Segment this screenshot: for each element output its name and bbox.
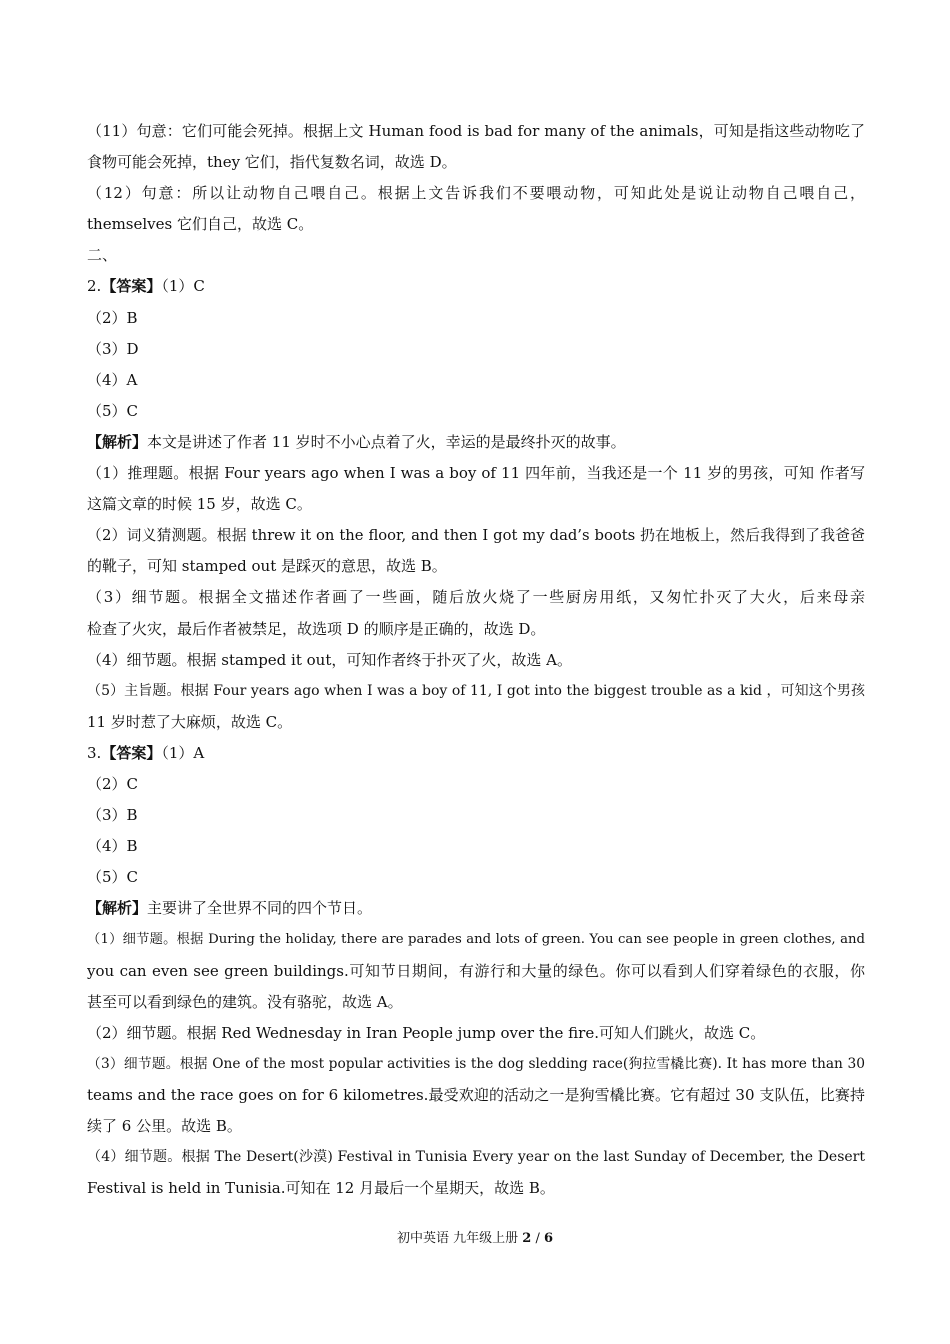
footer-page-total: 6 <box>543 1231 554 1246</box>
text-line <box>87 831 865 862</box>
text-line <box>87 1049 865 1080</box>
text-line <box>87 1173 865 1204</box>
text-line <box>87 800 865 831</box>
text-line <box>87 458 865 489</box>
section-marker: 【答案】 <box>101 743 162 762</box>
line-text: （1）C <box>161 277 205 296</box>
line-text: Festival is held in Tunisia.可知在 12 月最后一个星期天，故选 B。 <box>87 1179 555 1198</box>
line-text: （2）C <box>87 774 139 793</box>
line-text: 甚至可以看到绿色的建筑。没有骆驼，故选 A。 <box>87 992 403 1011</box>
line-text: （3）D <box>87 339 139 358</box>
text-line <box>87 396 865 427</box>
footer-page-number: 2 <box>522 1231 532 1246</box>
text-line <box>87 147 865 178</box>
line-text: 检查了火灾，最后作者被禁足，故选项 D 的顺序是正确的，故选 D。 <box>87 619 546 638</box>
footer-separator: / <box>535 1231 540 1246</box>
line-text: （1）细节题。根据 During the holiday, there are parades and lots of green. You can see people in green clothes, and <box>87 932 865 948</box>
text-line <box>87 178 865 209</box>
line-text: 续了 6 公里。故选 B。 <box>87 1117 242 1135</box>
line-text: （5）主旨题。根据 Four years ago when I was a boy of 11, I got into the biggest trouble as a kid ，可知这个男孩 <box>87 682 865 699</box>
text-line <box>87 1018 865 1049</box>
line-text: （4）细节题。根据 The Desert(沙漠) Festival in Tunisia Every year on the last Sunday of December, the Desert <box>87 1149 865 1166</box>
text-line <box>87 271 865 302</box>
line-text: （2）B <box>87 308 138 327</box>
text-line <box>87 676 865 707</box>
line-text: 11 岁时惹了大麻烦，故选 C。 <box>87 712 293 731</box>
text-line <box>87 116 865 147</box>
text-line <box>87 769 865 800</box>
line-text: 的靴子，可知 stamped out 是踩灭的意思，故选 B。 <box>87 557 447 576</box>
line-text: （11）句意：它们可能会死掉。根据上文 Human food is bad for many of the animals，可知是指这些动物吃了 <box>87 122 865 140</box>
line-text: 主要讲了全世界不同的四个节日。 <box>147 899 373 918</box>
text-line <box>87 582 865 613</box>
text-line <box>87 489 865 520</box>
text-line <box>87 738 865 769</box>
text-line <box>87 1111 865 1142</box>
question-number: 3. <box>87 743 102 762</box>
line-text: （4）细节题。根据 stamped it out，可知作者终于扑灭了火，故选 A。 <box>87 650 572 669</box>
text-line <box>87 551 865 582</box>
line-text: 食物可能会死掉，they 它们，指代复数名词，故选 D。 <box>87 153 457 172</box>
section-marker: 【解析】 <box>87 899 148 918</box>
line-text: （1）推理题。根据 Four years ago when I was a boy of 11 四年前，当我还是一个 11 岁的男孩，可知 作者写 <box>87 464 865 483</box>
text-line <box>87 1142 865 1173</box>
text-line <box>87 240 865 271</box>
text-line <box>87 893 865 924</box>
text-line <box>87 956 865 987</box>
document-body <box>87 116 865 1204</box>
line-text: （4）A <box>87 370 138 389</box>
text-line <box>87 862 865 893</box>
line-text: （2）词义猜测题。根据 threw it on the floor, and then I got my dad’s boots 扔在地板上，然后我得到了我爸爸 <box>87 527 865 545</box>
text-line <box>87 209 865 240</box>
question-number: 2. <box>87 277 102 296</box>
line-text: you can even see green buildings.可知节日期间，有游行和大量的绿色。你可以看到人们穿着绿色的衣服，你 <box>87 961 865 980</box>
line-text: 二、 <box>87 246 118 265</box>
footer-label: 初中英语 九年级上册 <box>396 1231 519 1246</box>
line-text: （2）细节题。根据 Red Wednesday in Iran People jump over the fire.可知人们跳火，故选 C。 <box>87 1023 766 1042</box>
text-line <box>87 334 865 365</box>
text-line <box>87 427 865 458</box>
text-line <box>87 987 865 1018</box>
text-line <box>87 365 865 396</box>
page-footer <box>0 1229 950 1249</box>
line-text: （5）C <box>87 868 139 887</box>
text-line <box>87 707 865 738</box>
section-marker: 【解析】 <box>87 432 148 451</box>
text-line <box>87 1080 865 1111</box>
text-line <box>87 614 865 645</box>
line-text: （5）C <box>87 401 139 420</box>
line-text: （1）A <box>161 743 205 762</box>
line-text: 本文是讲述了作者 11 岁时不小心点着了火，幸运的是最终扑灭的故事。 <box>147 432 626 451</box>
line-text: （4）B <box>87 837 138 856</box>
line-text: （3）细节题。根据 One of the most popular activities is the dog sledding race(狗拉雪橇比赛). It has more than 30 <box>87 1055 865 1072</box>
text-line <box>87 303 865 334</box>
line-text: （3）B <box>87 806 138 825</box>
line-text: themselves 它们自己，故选 C。 <box>87 215 314 234</box>
text-line <box>87 520 865 551</box>
section-marker: 【答案】 <box>101 277 162 296</box>
line-text: teams and the race goes on for 6 kilometres.最受欢迎的活动之一是狗雪橇比赛。它有超过 30 支队伍，比赛持 <box>87 1085 865 1104</box>
line-text: （12）句意：所以让动物自己喂自己。根据上文告诉我们不要喂动物，可知此处是说让动物自己喂自己， <box>87 184 865 203</box>
line-text: 这篇文章的时候 15 岁，故选 C。 <box>87 495 312 514</box>
text-line <box>87 645 865 676</box>
line-text: （3）细节题。根据全文描述作者画了一些画，随后放火烧了一些厨房用纸，又匆忙扑灭了大火，后来母亲 <box>87 588 865 607</box>
text-line <box>87 924 865 955</box>
